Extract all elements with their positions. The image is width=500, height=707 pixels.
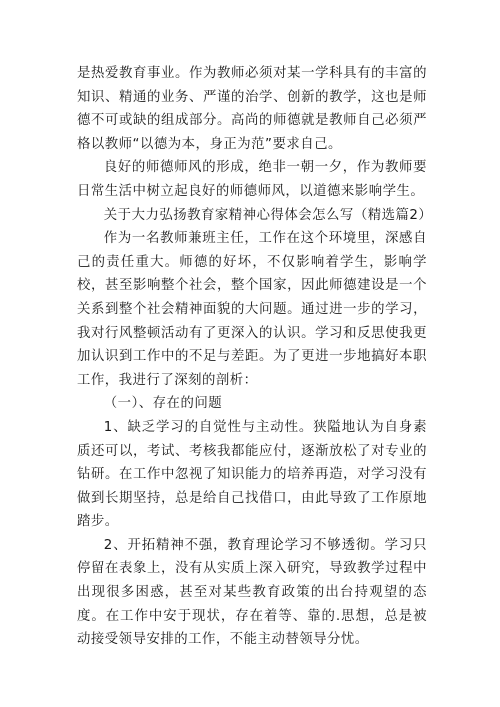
paragraph-teacher-ethics: 良好的师德师风的形成，绝非一朝一夕，作为教师要日常生活中树立起良好的师德师风，以道德来影响学生。 [77, 160, 427, 199]
paragraph-problem-2: 2、开拓精神不强，教育理论学习不够透彻。学习只停留在表象上，没有从实质上深入研究，导致教学过程中出现很多困惑，甚至对某些教育政策的出台持观望的态度。在工作中安于现状，存在着等、靠的.思想，总是被动接受领导安排的工作，不能主动替领导分忧。 [77, 537, 427, 648]
section-heading: 关于大力弘扬教育家精神心得体会怎么写（精选篇2） [103, 207, 433, 223]
paragraph-problem-1: 1、缺乏学习的自觉性与主动性。狭隘地认为自身素质还可以，考试、考核我都能应付，逐渐放松了对专业的钻研。在工作中忽视了知识能力的培养再造，对学习没有做到长期坚持，总是给自己找借口，由此导致了工作原地踏步。 [77, 419, 427, 530]
document-body [77, 62, 433, 652]
paragraph-continuation: 是热爱教育事业。作为教师必须对某一学科具有的丰富的知识、精通的业务、严谨的治学、创新的教学，这也是师德不可或缺的组成部分。高尚的师德就是教师自己必须严格以教师“以德为本，身正为范”要求自己。 [77, 66, 427, 152]
paragraph-introduction: 作为一名教师兼班主任，工作在这个环境里，深感自己的责任重大。师德的好坏，不仅影响着学生，影响学校，甚至影响整个社会，整个国家，因此师德建设是一个关系到整个社会精神面貌的大问题。通过进一步的学习，我对行风整顿活动有了更深入的认识。学习和反思使我更加认识到工作中的不足与差距。为了更进一步地搞好本职工作，我进行了深刻的剖析： [77, 231, 427, 388]
subheading-existing-problems: （一）、存在的问题 [103, 396, 223, 412]
